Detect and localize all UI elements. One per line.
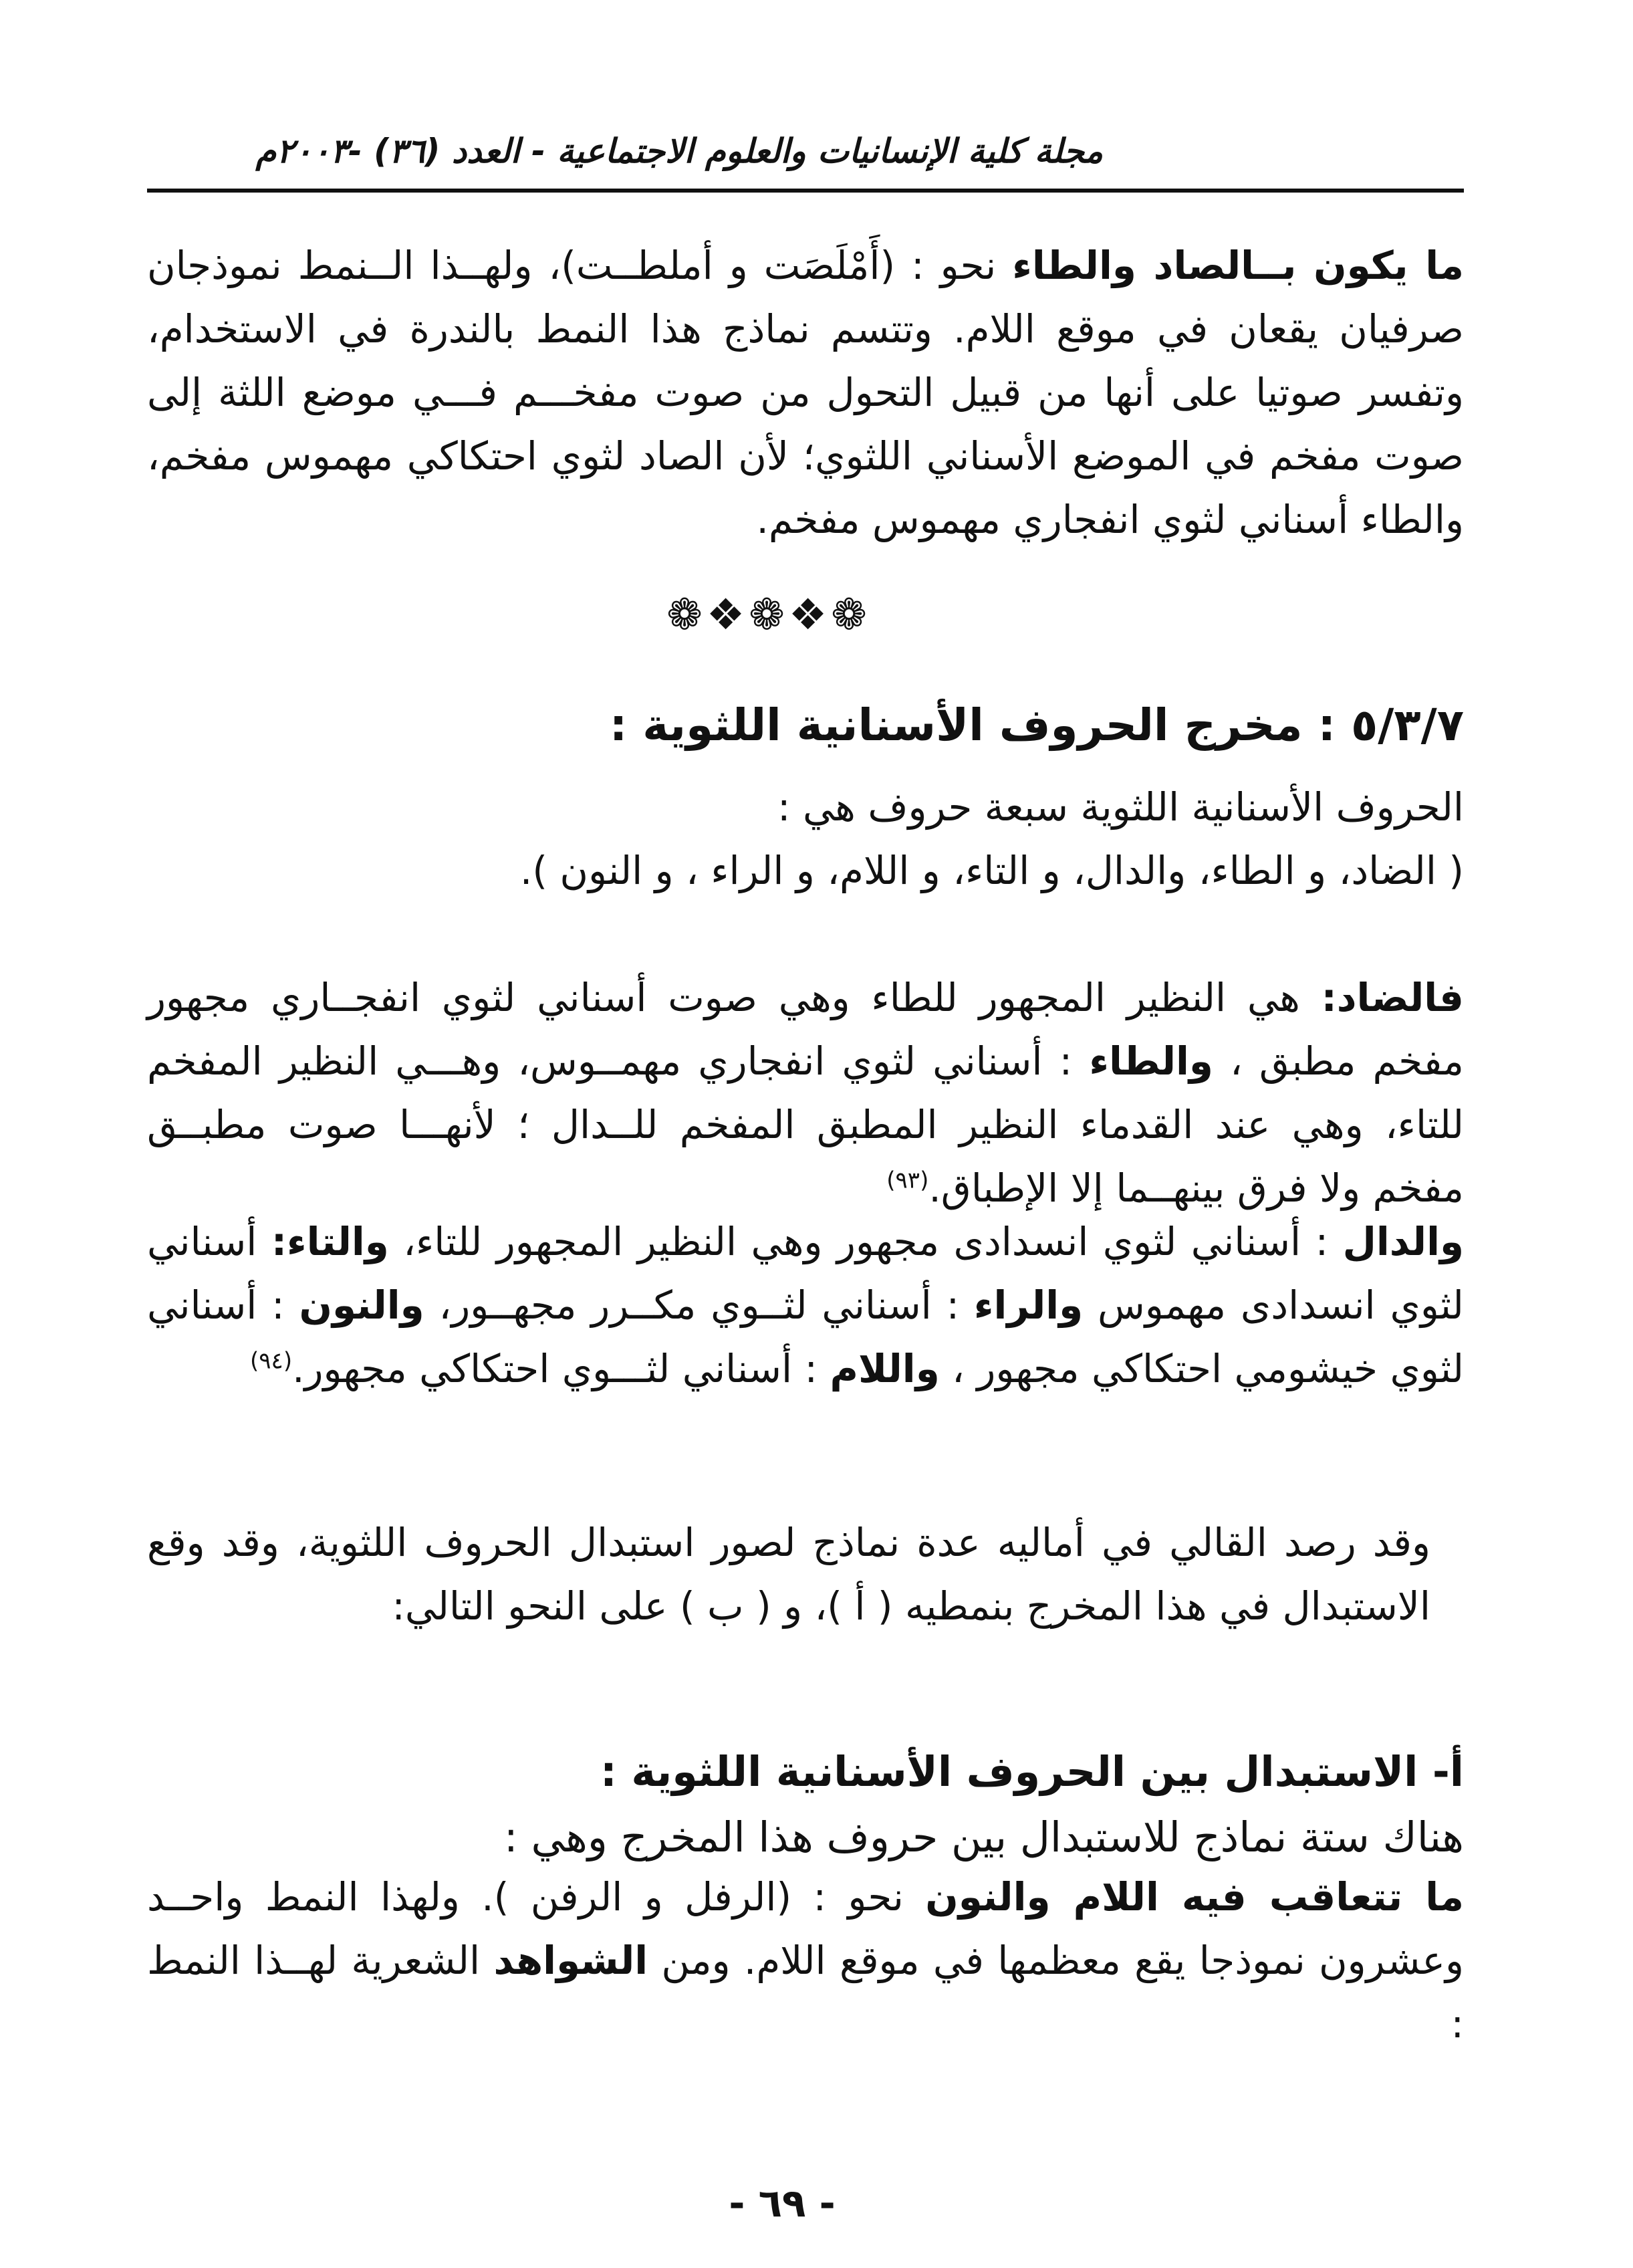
subsection-intro: هناك ستة نماذج للاستبدال بين حروف هذا المخرج وهي : (503, 1813, 1464, 1861)
paragraph-lead: ما تتعاقب فيه اللام والنون (925, 1874, 1464, 1920)
page-number: - ٦٩ - (729, 2180, 836, 2226)
journal-running-head: مجلة كلية الإنسانيات والعلوم الاجتماعية - العدد (٣٦) -٢٠٠٣م (255, 132, 1103, 171)
term-nun: والنون (299, 1282, 424, 1328)
paragraph-text: هي النظير المجهور للطاء وهي صوت أسناني لثوي انفجــاري مجهور مفخم مطبق ، (147, 975, 1464, 1084)
paragraph-lam-nun (147, 1865, 1464, 2056)
letters-list: ( الضاد، و الطاء، والدال، و التاء، و اللام، و الراء ، و النون ). (519, 848, 1464, 893)
section-intro (147, 776, 1464, 903)
paragraph-text: أسناني لثوي انسدادى مهموس (147, 1219, 1464, 1328)
footnote-ref-94: (٩٤) (250, 1347, 293, 1375)
header-rule (147, 189, 1464, 193)
paragraph-qali-amali: وقد رصد القالي في أماليه عدة نماذج لصور استبدال الحروف اللثوية، وقد وقع الاستبدال في هذا المخرج بنمطيه ( أ )، و ( ب ) على النحو التالي: (147, 1520, 1430, 1629)
term-ta: والطاء (1089, 1038, 1213, 1084)
footnote-ref-93: (٩٣) (886, 1167, 929, 1194)
paragraph-text: نحو : (الرفل و الرفن ). ولهذا النمط واحــد وعشرون نموذجا يقع معظمها في موقع اللام. ومن (147, 1874, 1464, 1983)
paragraph-sad-ta-pattern (147, 234, 1464, 552)
term-taa: والتاء: (271, 1219, 389, 1264)
paragraph-dad-ta (147, 966, 1464, 1220)
term-dal: والدال (1342, 1219, 1464, 1264)
term-ra: والراء (973, 1282, 1084, 1328)
subsection-heading: أ- الاستبدال بين الحروف الأسنانية اللثوية : (600, 1747, 1464, 1796)
paragraph-text: : أسناني لثوي انسدادى مجهور وهي النظير المجهور للتاء، (388, 1219, 1343, 1264)
paragraph-text: : أسناني لثـــوي احتكاكي مجهور. (292, 1346, 830, 1391)
section-heading: ٥/٣/٧ : مخرج الحروف الأسنانية اللثوية : (609, 699, 1464, 751)
term-lam: واللام (830, 1346, 940, 1391)
paragraph-dal-taa-ra-nun-lam (147, 1210, 1464, 1401)
term-dad: فالضاد: (1321, 975, 1464, 1020)
paragraph-text: نحو : (أَمْلَصَت و أملطــت)، ولهــذا الــنمط نموذجان صرفيان يقعان في موقع اللام. وتتسم نماذج هذا النمط بالندرة في الاستخدام، وتفسر صوتيا على أنها من قبيل التحول من صوت مفخـــم فـــي موضع اللثة إلى صوت مفخم في الموضع الأسناني اللثوي؛ لأن الصاد لثوي احتكاكي مهموس مفخم، والطاء أسناني لثوي انفجاري مهموس مفخم. (147, 243, 1464, 542)
paragraph-lead: ما يكون بــالصاد والطاء (1012, 243, 1464, 288)
term-shawahid: الشواهد (493, 1938, 648, 1983)
ornament-divider: ❁❖❁❖❁ (666, 590, 871, 640)
paragraph-text: : أسناني لثــوي مكــرر مجهــور، (424, 1282, 974, 1328)
paragraph-text: : أسناني لثوي خيشومي احتكاكي مجهور ، (147, 1282, 1464, 1391)
paragraph-text: الشعرية لهــذا النمط : (147, 1938, 1464, 2047)
section-intro-line: الحروف الأسنانية اللثوية سبعة حروف هي : (777, 784, 1464, 830)
paragraph-text: : أسناني لثوي انفجاري مهمــوس، وهـــي النظير المفخم للتاء، وهي عند القدماء النظير المطبق المفخم للــدال ؛ لأنهـــا صوت مطبــق مفخم ولا فرق بينهــما إلا الإطباق. (147, 1038, 1464, 1211)
